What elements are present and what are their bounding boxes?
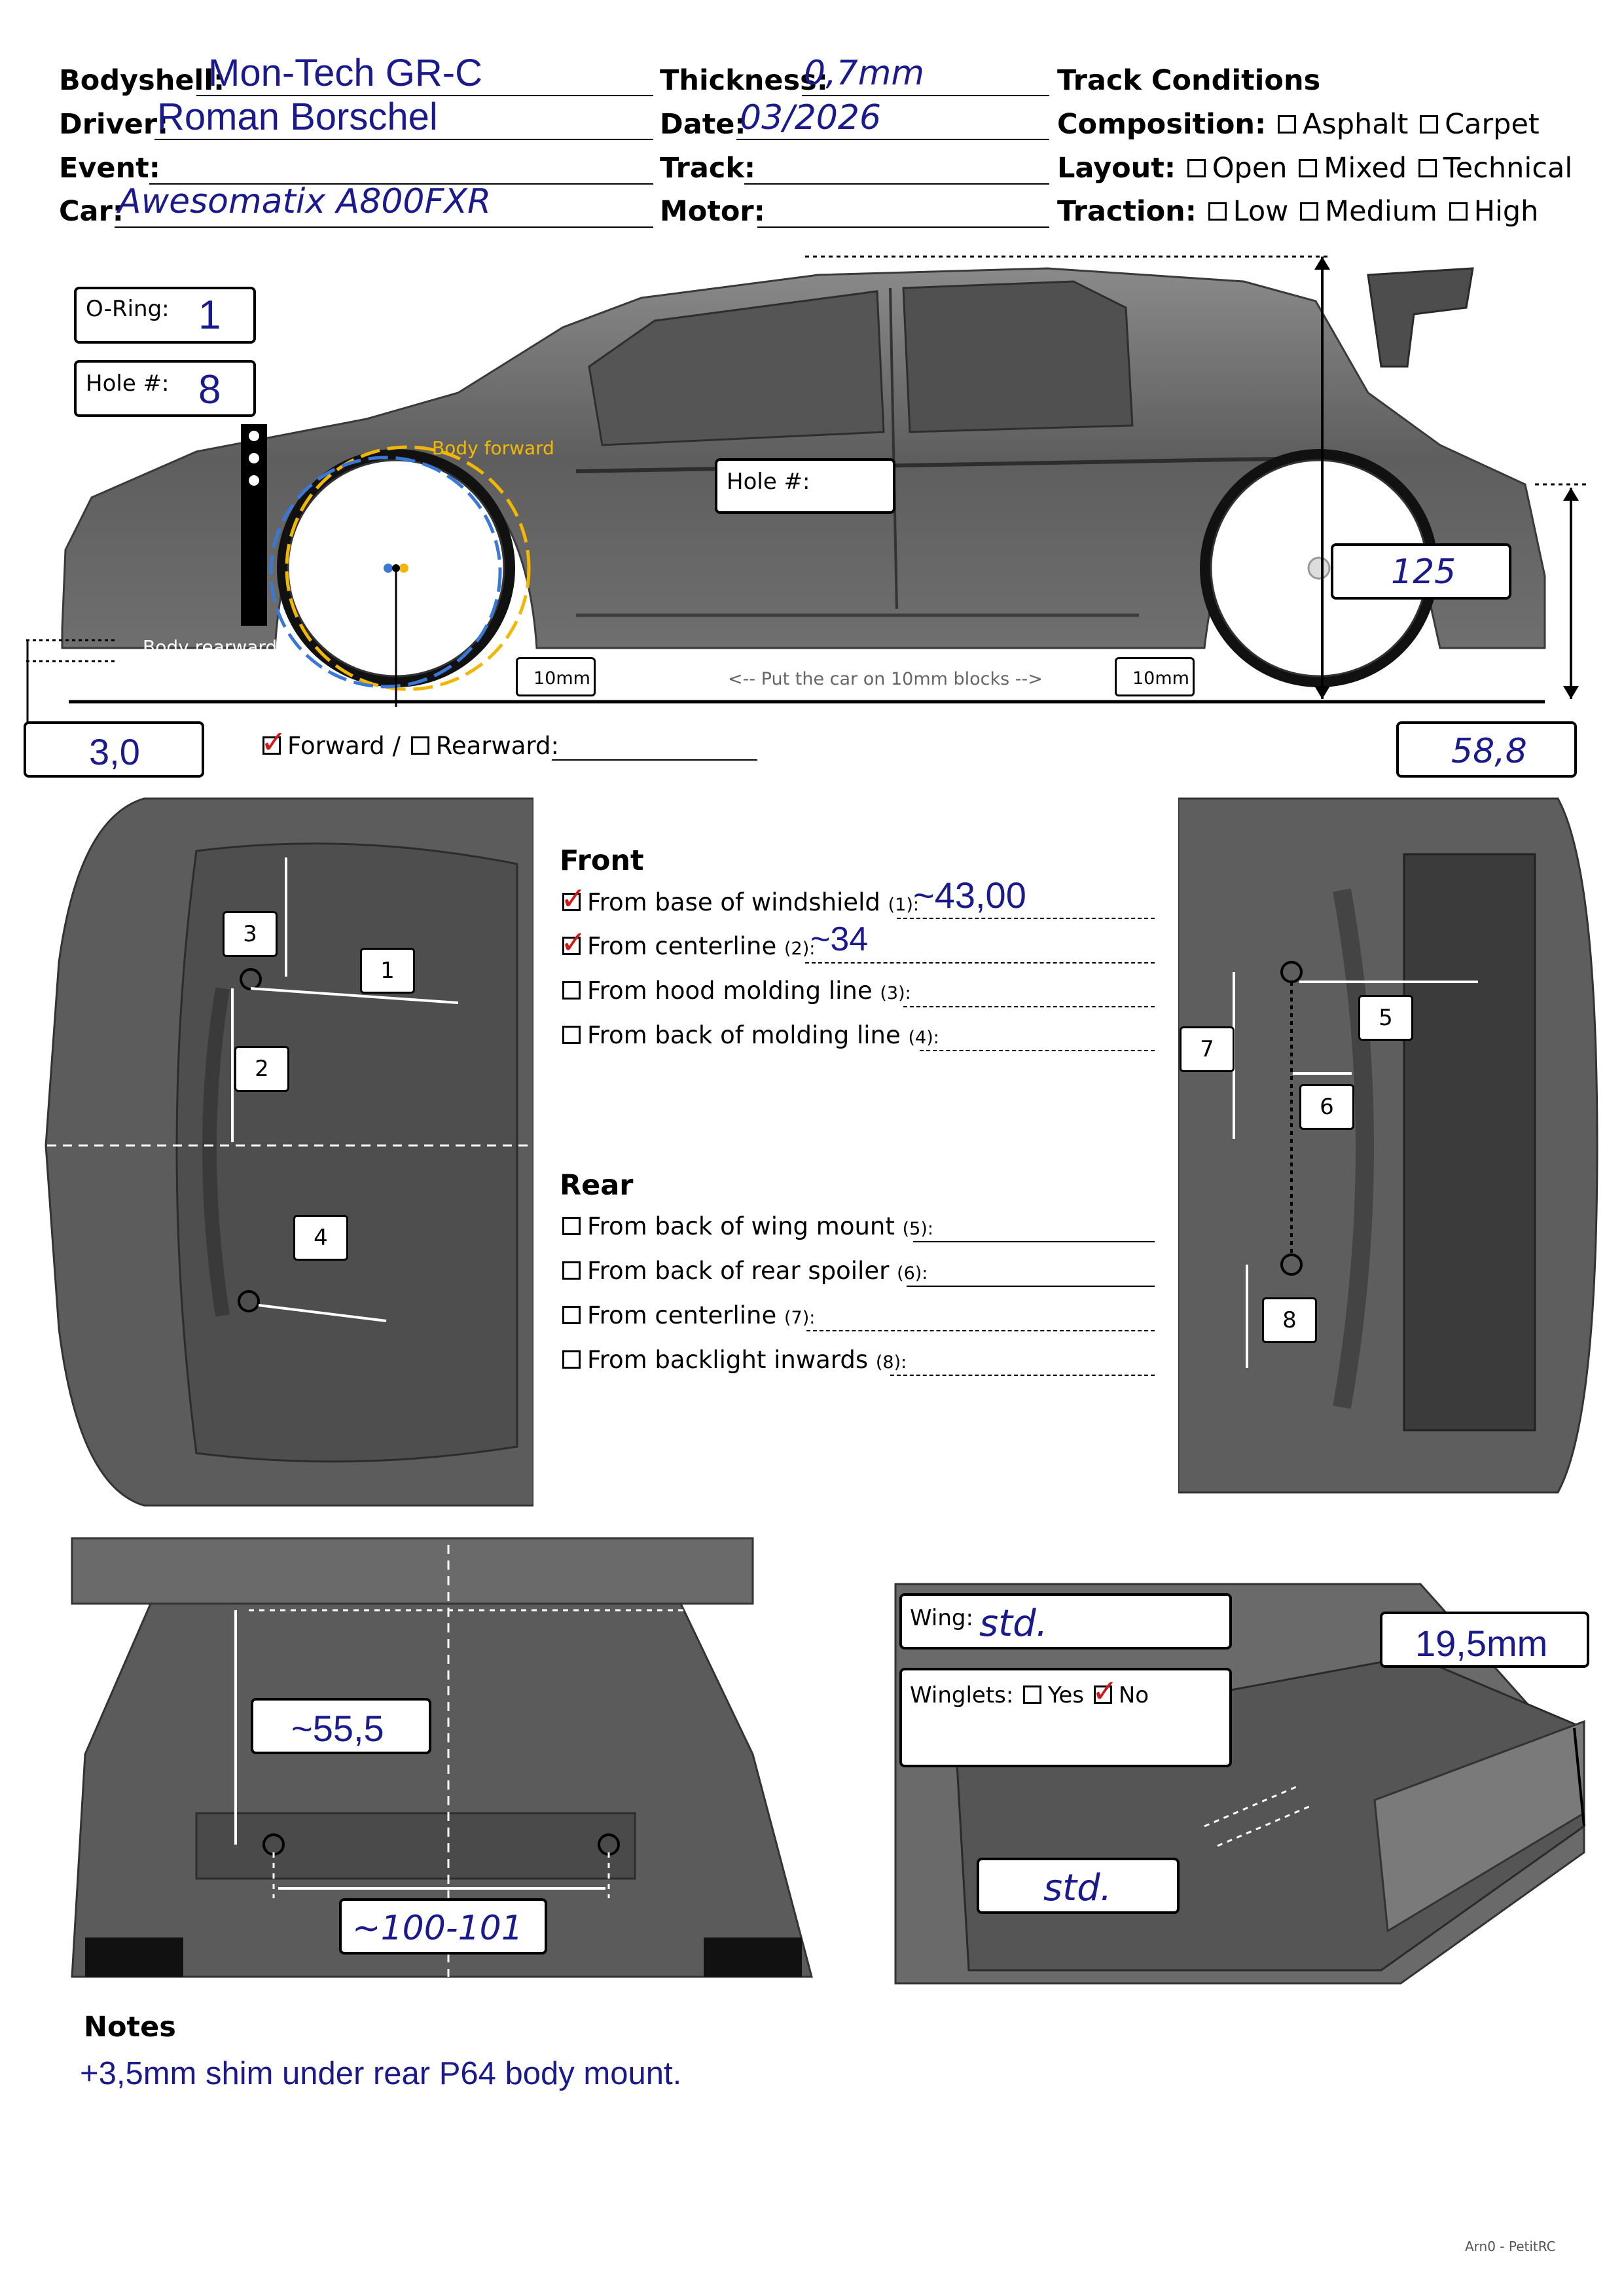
- front-row-2-num: (2):: [784, 939, 816, 959]
- forward-check-icon: ✓: [261, 723, 287, 761]
- block-right-label: 10mm: [1132, 668, 1189, 689]
- rear-row-1-num: (5):: [902, 1219, 933, 1239]
- body-forward-label: Body forward: [432, 437, 554, 459]
- front-row-3: [560, 977, 911, 1005]
- wing-angle-value[interactable]: std.: [1043, 1867, 1112, 1909]
- rear-right-tire: [704, 1938, 802, 1977]
- notes-title: Notes: [84, 2011, 176, 2044]
- marker-8: 8: [1262, 1297, 1317, 1343]
- front-row-4-line[interactable]: [920, 1050, 1155, 1051]
- low-option: Low: [1233, 195, 1289, 228]
- front-row-3-line[interactable]: [903, 1006, 1155, 1007]
- bodyshell-value[interactable]: Mon-Tech GR-C: [208, 52, 482, 94]
- winglets-row: [910, 1672, 1149, 1710]
- rear-row-3-line[interactable]: [806, 1330, 1155, 1331]
- post-hole-3: [249, 475, 259, 486]
- rearward-dot: [384, 564, 393, 573]
- front-hole-value[interactable]: 8: [198, 367, 221, 412]
- thickness-value[interactable]: 0,7mm: [804, 54, 925, 93]
- front-row-3-num: (3):: [880, 983, 911, 1003]
- rear-row-1-line[interactable]: [913, 1241, 1155, 1242]
- wing-label: Wing:: [910, 1605, 973, 1631]
- footer-credit: Arn0 - PetitRC: [1465, 2239, 1556, 2254]
- rear-row-3-num: (7):: [784, 1308, 816, 1328]
- asphalt-option: Asphalt: [1302, 108, 1409, 141]
- rear-row-4-checkbox[interactable]: [562, 1350, 581, 1369]
- rear-view-width-box[interactable]: [339, 1898, 547, 1955]
- rear-row-1-label: From back of wing mount: [587, 1212, 895, 1240]
- rear-view-height-box[interactable]: [251, 1698, 431, 1754]
- marker-5: 5: [1358, 995, 1413, 1041]
- block-left-label: 10mm: [533, 668, 590, 689]
- rear-view-height-value[interactable]: ~55,5: [291, 1708, 384, 1749]
- front-row-4-num: (4):: [908, 1028, 939, 1048]
- thickness-label: Thickness:: [660, 64, 828, 97]
- rear-height-value[interactable]: 58,8: [1451, 732, 1527, 771]
- front-row-4-checkbox[interactable]: [562, 1026, 581, 1044]
- oring-label: O-Ring:: [86, 296, 170, 322]
- traction-label: Traction:: [1057, 195, 1197, 228]
- driver-label: Driver:: [59, 108, 169, 141]
- post-hole-1: [249, 431, 259, 441]
- rear-row-2: [560, 1257, 928, 1285]
- winglets-box[interactable]: [899, 1668, 1232, 1767]
- check-icon: ✓: [560, 924, 587, 961]
- front-row-1: [560, 880, 919, 917]
- front-row-1-num: (1):: [888, 895, 919, 915]
- forward-label: Forward /: [287, 732, 408, 760]
- rear-row-1-checkbox[interactable]: [562, 1217, 581, 1235]
- block-left: [516, 657, 596, 696]
- rear-height-box[interactable]: [1396, 721, 1577, 778]
- front-hole-label: Hole #:: [86, 370, 170, 397]
- winglets-yes-checkbox[interactable]: [1023, 1685, 1041, 1704]
- date-value[interactable]: 03/2026: [740, 98, 882, 137]
- forward-dot: [399, 564, 408, 573]
- winglets-label: Winglets:: [910, 1682, 1014, 1708]
- rear-row-2-num: (6):: [897, 1263, 928, 1284]
- front-row-1-checkbox[interactable]: [560, 880, 587, 917]
- rear-row-1: [560, 1212, 933, 1240]
- marker-6: 6: [1299, 1084, 1354, 1130]
- open-option: Open: [1212, 152, 1288, 185]
- rear-spoiler: [1368, 268, 1473, 367]
- car-label: Car:: [59, 195, 124, 228]
- front-row-4-label: From back of molding line: [587, 1021, 901, 1049]
- track-conditions-title: Track Conditions: [1057, 64, 1321, 97]
- rear-row-3-checkbox[interactable]: [562, 1306, 581, 1324]
- rear-wing-top: [1404, 854, 1535, 1430]
- rear-view-width-value[interactable]: ~100-101: [352, 1909, 523, 1948]
- post-hole-2: [249, 453, 259, 463]
- car-value[interactable]: Awesomatix A800FXR: [118, 182, 492, 221]
- mid-hole-box[interactable]: [715, 458, 895, 514]
- rear-row-2-label: From back of rear spoiler: [587, 1257, 890, 1285]
- wing-value[interactable]: std.: [979, 1602, 1048, 1645]
- forward-checkbox[interactable]: [261, 723, 287, 761]
- front-section-title: Front: [560, 844, 644, 877]
- date-label: Date:: [660, 108, 746, 141]
- rearward-checkbox[interactable]: [411, 736, 429, 755]
- rearward-label: Rearward:: [435, 732, 559, 760]
- event-label: Event:: [59, 152, 160, 185]
- front-row-2: [560, 924, 816, 961]
- forward-rearward-row: [260, 723, 559, 761]
- front-row-2-line[interactable]: [805, 962, 1155, 964]
- front-hole-box[interactable]: [74, 360, 256, 417]
- front-row-2-label: From centerline: [587, 932, 777, 960]
- front-row-1-value[interactable]: ~43,00: [913, 874, 1026, 916]
- winglets-no-label: No: [1118, 1682, 1149, 1708]
- marker-2: 2: [234, 1046, 289, 1092]
- blocks-instruction: <-- Put the car on 10mm blocks -->: [728, 669, 1043, 689]
- mixed-option: Mixed: [1324, 152, 1407, 185]
- rear-row-3-label: From centerline: [587, 1301, 777, 1329]
- block-right: [1115, 657, 1195, 696]
- rear-row-4: [560, 1346, 907, 1374]
- check-icon: ✓: [560, 880, 587, 917]
- rear-diffuser-panel: [196, 1813, 635, 1879]
- medium-option: Medium: [1325, 195, 1437, 228]
- roof-height-value[interactable]: 125: [1391, 552, 1456, 592]
- car-window-rear: [903, 281, 1132, 432]
- technical-option: Technical: [1443, 152, 1573, 185]
- front-row-4: [560, 1021, 939, 1049]
- rearward-line[interactable]: [552, 759, 757, 761]
- wing-height-box[interactable]: [1380, 1612, 1589, 1668]
- front-row-1-line[interactable]: [897, 918, 1155, 919]
- rear-row-4-label: From backlight inwards: [587, 1346, 869, 1374]
- composition-label: Composition:: [1057, 108, 1267, 141]
- check-icon: ✓: [1091, 1672, 1119, 1710]
- front-row-1-label: From base of windshield: [587, 888, 880, 916]
- rear-row-2-line[interactable]: [907, 1286, 1155, 1287]
- front-row-3-checkbox[interactable]: [562, 981, 581, 1000]
- driver-value[interactable]: Roman Borschel: [157, 96, 438, 138]
- track-label: Track:: [660, 152, 756, 185]
- marker-7: 7: [1180, 1026, 1235, 1072]
- carpet-option: Carpet: [1445, 108, 1540, 141]
- mid-hole-label: Hole #:: [727, 469, 810, 495]
- rear-axle: [1308, 558, 1329, 579]
- front-row-2-value[interactable]: ~34: [810, 920, 869, 958]
- high-option: High: [1473, 195, 1539, 228]
- body-rearward-label: Body rearward: [143, 636, 278, 658]
- notes-text[interactable]: +3,5mm shim under rear P64 body mount.: [80, 2056, 682, 2091]
- front-row-3-label: From hood molding line: [587, 977, 873, 1005]
- rear-row-3: [560, 1301, 815, 1329]
- rear-section-title: Rear: [560, 1169, 634, 1202]
- front-row-2-checkbox[interactable]: [560, 924, 587, 961]
- front-height-box[interactable]: [24, 721, 204, 778]
- marker-4: 4: [293, 1215, 348, 1261]
- rear-row-4-num: (8):: [875, 1352, 907, 1373]
- layout-label: Layout:: [1057, 152, 1176, 185]
- rear-row-2-checkbox[interactable]: [562, 1261, 581, 1280]
- roof-height-box[interactable]: [1331, 543, 1511, 600]
- front-height-value[interactable]: 3,0: [89, 731, 140, 772]
- wing-angle-box[interactable]: [977, 1858, 1180, 1914]
- motor-label: Motor:: [660, 195, 765, 228]
- winglets-yes-label: Yes: [1048, 1682, 1085, 1708]
- wing-height-value[interactable]: 19,5mm: [1415, 1623, 1548, 1664]
- oring-value[interactable]: 1: [198, 293, 221, 338]
- marker-1: 1: [360, 948, 415, 994]
- marker-3: 3: [223, 911, 278, 957]
- rear-left-tire: [85, 1938, 183, 1977]
- oring-box[interactable]: [74, 287, 256, 344]
- bodyshell-label: Bodyshell:: [59, 64, 225, 97]
- winglets-no-checkbox[interactable]: [1091, 1672, 1119, 1710]
- rear-row-4-line[interactable]: [890, 1375, 1155, 1376]
- rear-wing-back: [72, 1538, 753, 1604]
- wing-box[interactable]: [899, 1593, 1232, 1649]
